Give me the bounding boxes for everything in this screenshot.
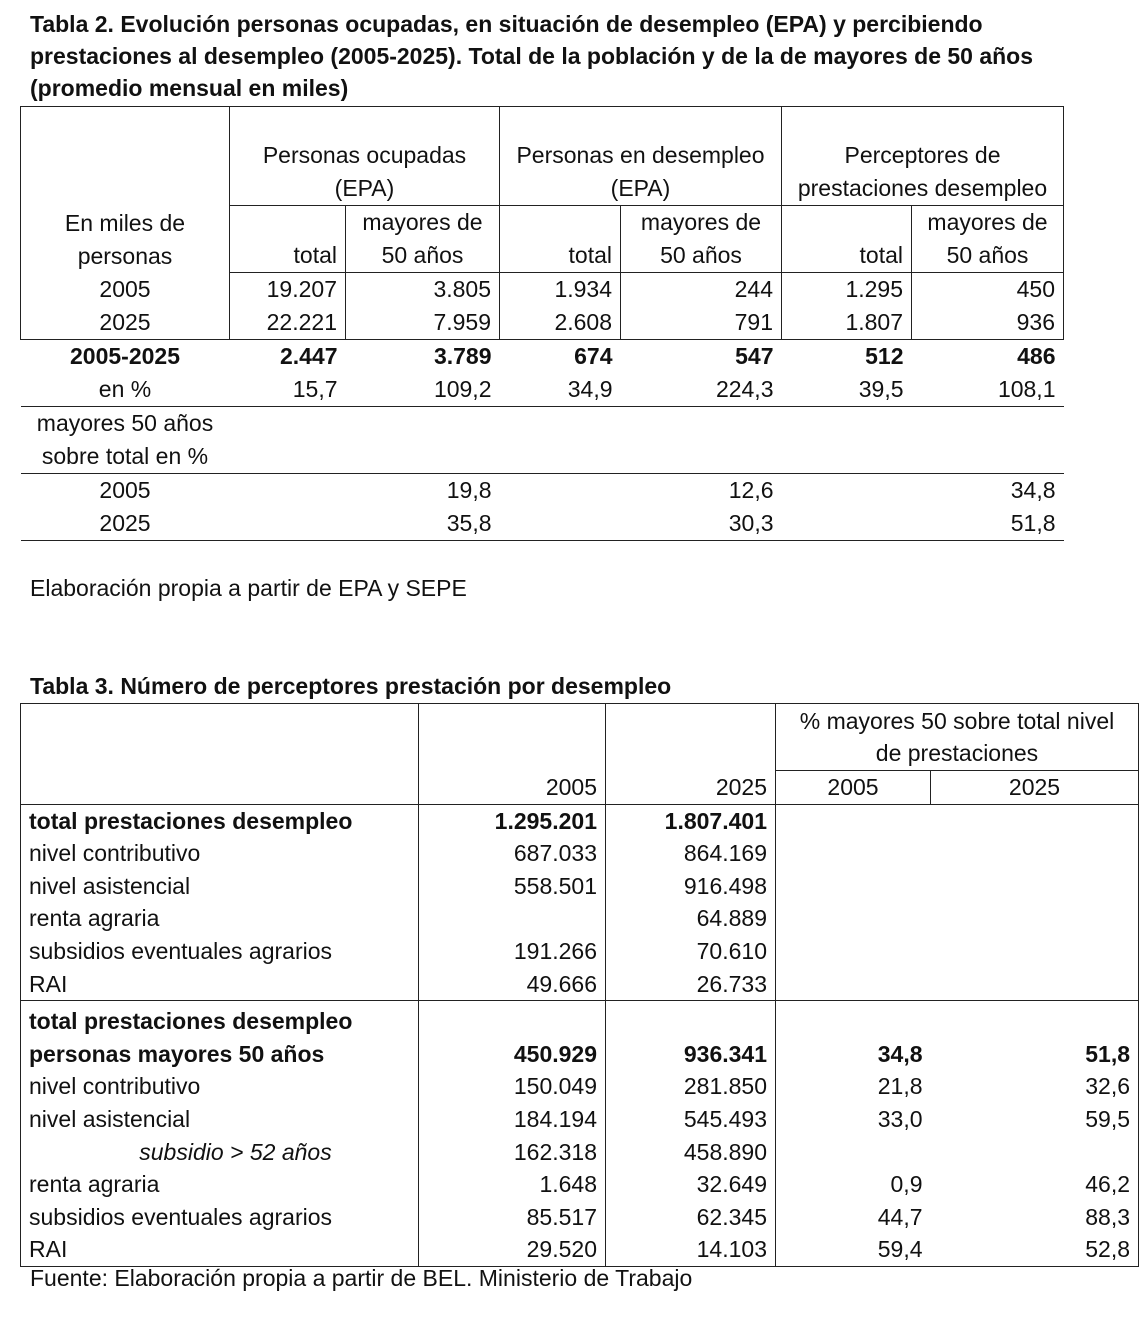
cell	[776, 1136, 931, 1169]
table-row	[21, 902, 1139, 935]
cell: 687.033	[419, 837, 606, 870]
cell: 184.194	[419, 1103, 606, 1136]
cell: 1.934	[500, 273, 621, 307]
row-label: 2025	[21, 306, 230, 340]
row-label: 2005-2025	[70, 343, 180, 369]
table2-group-desempleo: Personas en desempleo (EPA)	[500, 107, 782, 206]
cell: 39,5	[782, 373, 912, 407]
table2-sub-mayores: mayores de 50 años	[346, 206, 500, 273]
table3-source: Fuente: Elaboración propia a partir de BEL. Ministerio de Trabajo	[30, 1265, 693, 1291]
table2-sub-total: total	[230, 206, 346, 273]
cell: 936.341	[606, 1038, 776, 1071]
row-label: RAI	[21, 1233, 419, 1266]
cell: 1.295	[782, 273, 912, 307]
row-label: subsidios eventuales agrarios	[21, 935, 419, 968]
cell: 450.929	[419, 1038, 606, 1071]
cell: 458.890	[606, 1136, 776, 1169]
pct-header: % mayores 50 sobre total nivel de prestaciones	[776, 704, 1139, 771]
cell: 34,9	[500, 373, 621, 407]
cell: 32,6	[931, 1070, 1139, 1103]
cell: 7.959	[346, 306, 500, 340]
table-row	[21, 340, 1064, 374]
table2	[20, 106, 1064, 541]
table-row	[21, 474, 1064, 508]
cell: 864.169	[606, 837, 776, 870]
row-label: subsidio > 52 años	[21, 1136, 419, 1169]
cell: 85.517	[419, 1201, 606, 1234]
cell: 30,3	[621, 507, 782, 541]
table-row	[21, 407, 1064, 474]
cell: 19,8	[446, 477, 492, 503]
empty-cell	[346, 407, 500, 474]
cell: 19.207	[230, 273, 346, 307]
cell: 44,7	[776, 1201, 931, 1234]
cell: 450	[912, 273, 1064, 307]
table2-group-prestaciones: Perceptores de prestaciones desempleo	[782, 107, 1064, 206]
cell: 15,7	[230, 373, 346, 407]
pct-col-2005: 2005	[776, 771, 931, 805]
row-label: 2005	[21, 273, 230, 307]
table-row	[21, 273, 1064, 307]
table3-title: Tabla 3. Número de perceptores prestación por desempleo	[30, 673, 672, 699]
table2-sub-mayores: mayores de 50 años	[912, 206, 1064, 273]
table-row	[21, 1070, 1139, 1103]
cell: 34,8	[1010, 477, 1056, 503]
cell: 59,4	[776, 1233, 931, 1266]
row-label: nivel contributivo	[21, 1070, 419, 1103]
cell: 51,8	[912, 507, 1064, 541]
table2-title: Tabla 2. Evolución personas ocupadas, en situación de desempleo (EPA) y percibiendo prestaciones al desempleo (2005-2025). Total de la población y de la de mayores de 50 años (promedio mensual en miles)	[30, 11, 1034, 101]
table2-sub-total: total	[500, 206, 621, 273]
cell: 70.610	[606, 935, 776, 968]
cell: 51,8	[931, 1038, 1139, 1071]
table2-row-header: En miles de personas	[21, 107, 230, 273]
table3	[20, 703, 1139, 1267]
empty-cell	[782, 407, 912, 474]
row-label: nivel asistencial	[21, 1103, 419, 1136]
cell: 109,2	[346, 373, 500, 407]
cell: 791	[621, 306, 782, 340]
cell: 88,3	[931, 1201, 1139, 1234]
cell: 0,9	[776, 1168, 931, 1201]
cell: 916.498	[606, 870, 776, 903]
table-row	[21, 1136, 1139, 1169]
share-label: mayores 50 años sobre total en %	[21, 407, 230, 474]
table-row	[21, 968, 1139, 1001]
cell: 62.345	[606, 1201, 776, 1234]
table-row	[21, 1001, 1139, 1038]
cell: 3.805	[346, 273, 500, 307]
table-row	[21, 1201, 1139, 1234]
cell: 3.789	[433, 343, 492, 369]
cell: 224,3	[621, 373, 782, 407]
empty-cell	[500, 407, 621, 474]
cell: 2.608	[500, 306, 621, 340]
cell: 26.733	[606, 968, 776, 1001]
cell: 486	[1017, 343, 1056, 369]
empty-cell	[230, 407, 346, 474]
cell: 545.493	[606, 1103, 776, 1136]
cell: 162.318	[419, 1136, 606, 1169]
cell: 1.807.401	[606, 804, 776, 837]
cell: 22.221	[230, 306, 346, 340]
cell: 191.266	[419, 935, 606, 968]
row-label: renta agraria	[21, 1168, 419, 1201]
row-label: 2025	[21, 507, 230, 541]
row-label: total prestaciones desempleo	[21, 804, 419, 837]
table-row	[21, 935, 1139, 968]
row-label: personas mayores 50 años	[21, 1038, 419, 1071]
cell: 14.103	[606, 1233, 776, 1266]
col-2025: 2025	[606, 704, 776, 805]
row-label: renta agraria	[21, 902, 419, 935]
table-row	[21, 507, 1064, 541]
cell: 35,8	[346, 507, 500, 541]
cell: 52,8	[931, 1233, 1139, 1266]
row-label: subsidios eventuales agrarios	[21, 1201, 419, 1234]
cell: 32.649	[606, 1168, 776, 1201]
table-row	[21, 870, 1139, 903]
empty-cell	[21, 704, 419, 805]
pct-col-2025: 2025	[931, 771, 1139, 805]
cell: 558.501	[419, 870, 606, 903]
cell: 936	[912, 306, 1064, 340]
cell: 64.889	[606, 902, 776, 935]
col-2005: 2005	[419, 704, 606, 805]
cell: 46,2	[931, 1168, 1139, 1201]
cell: 33,0	[776, 1103, 931, 1136]
table-row	[21, 1038, 1139, 1071]
cell: 1.807	[782, 306, 912, 340]
table2-sub-mayores: mayores de 50 años	[621, 206, 782, 273]
table-row	[21, 837, 1139, 870]
table-row	[21, 804, 1139, 837]
cell: 21,8	[776, 1070, 931, 1103]
table2-sub-total: total	[782, 206, 912, 273]
cell: 150.049	[419, 1070, 606, 1103]
row-label: en %	[21, 373, 230, 407]
cell	[931, 1136, 1139, 1169]
empty-cell	[912, 407, 1064, 474]
cell: 244	[621, 273, 782, 307]
cell: 281.850	[606, 1070, 776, 1103]
table-row	[21, 306, 1064, 340]
cell: 34,8	[776, 1038, 931, 1071]
row-label: 2005	[99, 477, 151, 503]
cell: 108,1	[912, 373, 1064, 407]
table2-group-ocupadas: Personas ocupadas (EPA)	[230, 107, 500, 206]
row-label: nivel contributivo	[21, 837, 419, 870]
table-row	[21, 1103, 1139, 1136]
cell: 59,5	[931, 1103, 1139, 1136]
cell: 49.666	[419, 968, 606, 1001]
cell: 1.648	[419, 1168, 606, 1201]
cell: 29.520	[419, 1233, 606, 1266]
table-row	[21, 1233, 1139, 1266]
empty-cell	[621, 407, 782, 474]
row-label: RAI	[21, 968, 419, 1001]
cell: 2.447	[279, 343, 338, 369]
table-row	[21, 1168, 1139, 1201]
cell	[419, 902, 606, 935]
cell: 1.295.201	[419, 804, 606, 837]
table-row	[21, 373, 1064, 407]
cell: 512	[865, 343, 904, 369]
table2-source: Elaboración propia a partir de EPA y SEPE	[30, 575, 467, 601]
row-label: total prestaciones desempleo	[21, 1001, 419, 1038]
cell: 547	[735, 343, 774, 369]
cell: 12,6	[728, 477, 774, 503]
cell: 674	[574, 343, 613, 369]
row-label: nivel asistencial	[21, 870, 419, 903]
